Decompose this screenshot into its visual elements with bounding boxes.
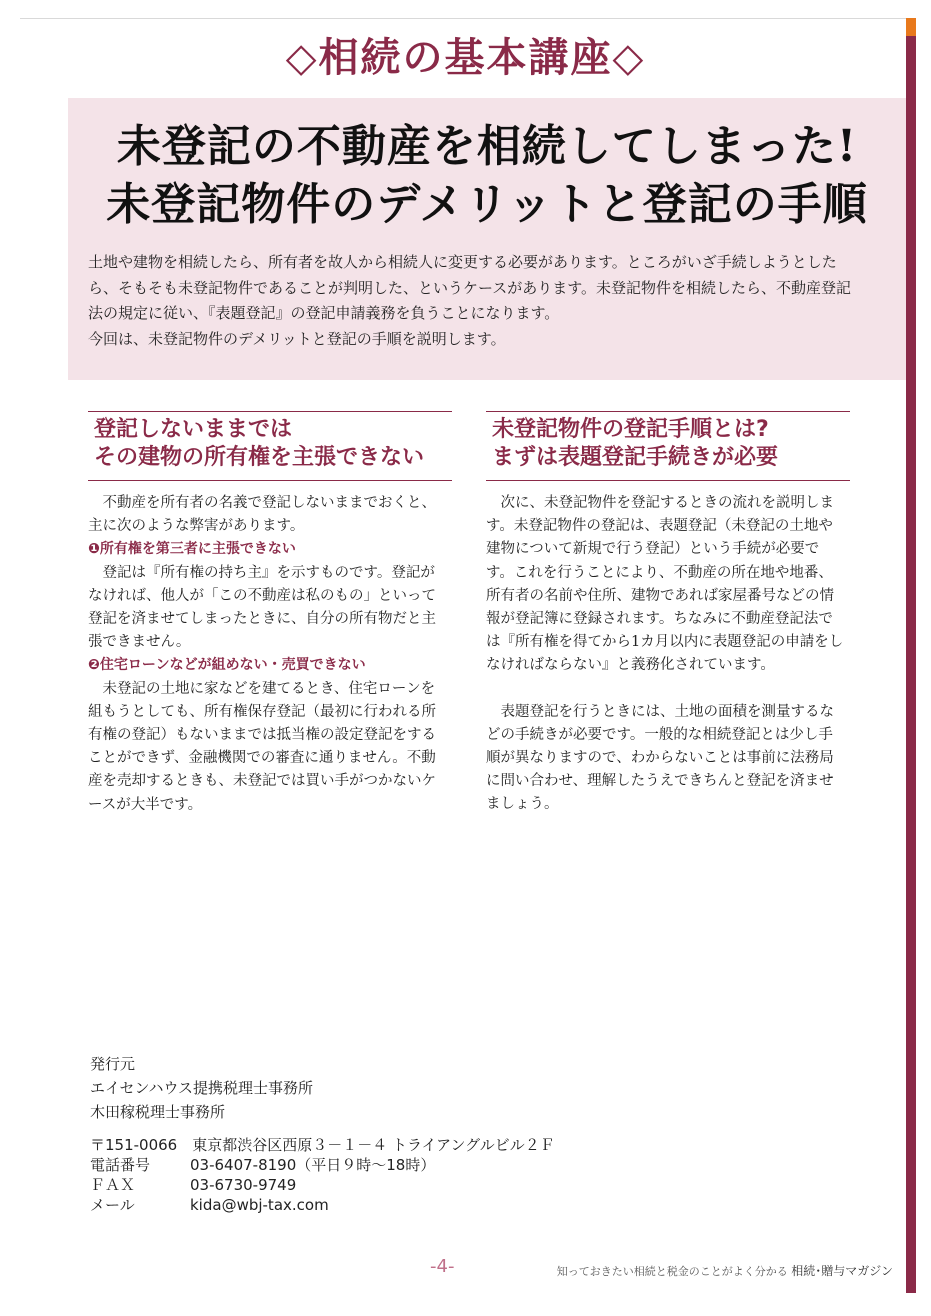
mail-row [90,1195,790,1215]
fax-label: ＦＡＸ [90,1176,136,1194]
top-border [20,18,906,19]
left-heading-line-1: 登記しないままでは [94,417,293,442]
headline-line-1: 未登記の不動産を相続してしまった! [116,121,858,172]
paragraph: 登記は『所有権の持ち主』を示すものです。登記がなければ、他人が「この不動産は私のもの」といって登記を済ませてしまったときに、自分の所有物だと主張できません。 [88,564,436,651]
paragraph: 不動産を所有者の名義で登記しないままでおくと、主に次のような弊害があります。 [88,495,436,535]
left-heading-line-2: その建物の所有権を主張できない [94,445,425,470]
intro-paragraph: 今回は、未登記物件のデメリットと登記の手順を説明します。 [88,329,506,348]
magazine-name: 相続･贈与マガジン [791,1264,893,1278]
right-column-body [486,492,846,817]
footer-tagline: 知っておきたい相続と税金のことがよく分かる [556,1265,788,1278]
publisher-office-2: 木田稼税理士事務所 [90,1103,226,1121]
right-heading-line-1: 未登記物件の登記手順とは? [492,417,769,442]
footer-magazine [557,1262,893,1279]
address: 〒151-0066 東京都渋谷区西原３－１－４ トライアングルビル２Ｆ [90,1136,555,1154]
publisher-gap [90,1124,790,1135]
left-column-body [88,492,448,817]
mail-address: kida@wbj-tax.com [190,1196,329,1214]
paragraph: 表題登記を行うときには、土地の面積を測量するなどの手続きが必要です。一般的な相続登記とは少し手順が異なりますので、わからないことは事前に法務局に問い合わせ、理解したうえできちんと登記を済ませましょう。 [486,703,834,813]
intro-paragraph: 土地や建物を相続したら、所有者を故人から相続人に変更する必要があります。ところがいざ手続しようとしたら、そもそも未登記物件であることが判明した、というケースがあります。未登記物件を相続したら、不動産登記法の規定に従い、『表題登記』の登記申請義務を負うことになります。 [88,253,852,322]
intro-text [88,250,858,352]
page-number: -4- [430,1256,455,1277]
series-title: ◇相続の基本講座◇ [285,35,646,81]
publisher-label: 発行元 [90,1055,136,1073]
right-column-heading [486,411,850,481]
publisher-info [90,1052,790,1215]
phone-number: 03-6407-8190（平日９時～18時） [190,1156,436,1174]
phone-row [90,1155,790,1175]
publisher-office-1: エイセンハウス提携税理士事務所 [90,1079,314,1097]
left-column-heading [88,411,452,481]
headline-line-2: 未登記物件のデメリットと登記の手順 [106,179,868,230]
address-row [90,1135,790,1155]
headline [68,118,906,234]
subheading: ❷住宅ローンなどが組めない・売買できない [88,657,366,674]
paragraph-spacer [486,678,846,701]
page-edge-stripe [906,18,916,1293]
right-heading-line-2: まずは表題登記手続きが必要 [492,445,779,470]
subheading: ❶所有権を第三者に主張できない [88,541,296,558]
mail-label: メール [90,1196,135,1214]
fax-number: 03-6730-9749 [190,1176,297,1194]
paragraph: 次に、未登記物件を登記するときの流れを説明します。未登記物件の登記は、表題登記（未登記の土地や建物について新規で行う登記）という手続が必要です。これを行うことにより、不動産の所在地や地番、所有者の名前や住所、建物であれば家屋番号などの情報が登記簿に登録されます。ちなみに不動産登記法では『所有権を得てから1カ月以内に表題登記の申請をしなければならない』と義務化されています。 [486,495,844,674]
phone-label: 電話番号 [90,1156,151,1174]
fax-row [90,1175,790,1195]
paragraph: 未登記の土地に家などを建てるとき、住宅ローンを組もうとしても、所有権保存登記（最初に行われる所有権の登記）もないままでは抵当権の設定登記をすることができず、金融機関での審査に通りません。不動産を売却するときも、未登記では買い手がつかないケースが大半です。 [88,680,436,813]
